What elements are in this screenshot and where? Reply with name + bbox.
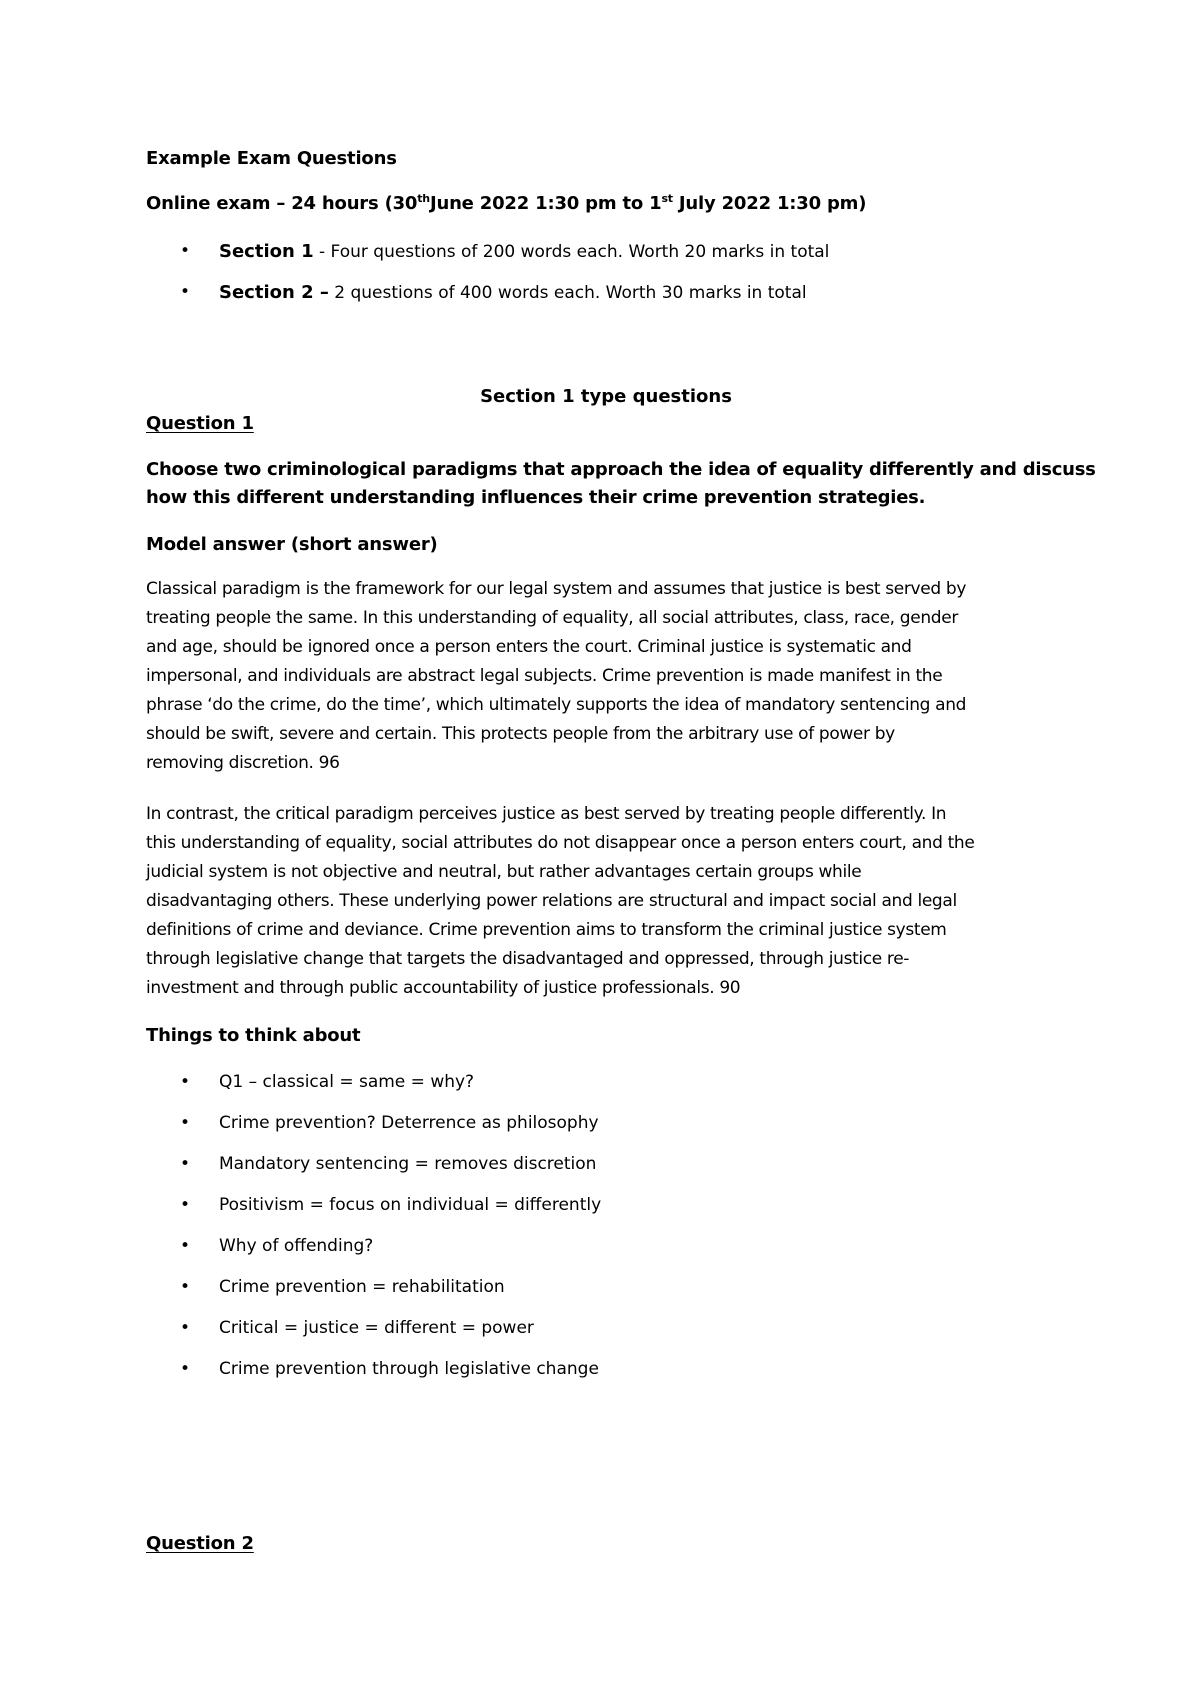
bullet-icon: • xyxy=(180,1277,191,1297)
paragraph-line: Classical paradigm is the framework for our legal system and assumes that justice is best served by xyxy=(146,579,967,599)
think-item-text: Crime prevention = rehabilitation xyxy=(219,1277,505,1297)
exam-info-suffix: July 2022 1:30 pm) xyxy=(672,193,867,214)
exam-info-mid: June 2022 1:30 pm to 1 xyxy=(429,193,662,214)
bullet-icon: • xyxy=(180,1072,191,1092)
exam-info-sup-st: st xyxy=(661,192,673,205)
paragraph-line: judicial system is not objective and neutral, but rather advantages certain groups while xyxy=(146,862,862,882)
exam-info-prefix: Online exam – 24 hours (30 xyxy=(146,193,418,214)
bullet-icon: • xyxy=(180,282,191,302)
paragraph-line: definitions of crime and deviance. Crime prevention aims to transform the criminal justice system xyxy=(146,920,947,940)
paragraph-line: investment and through public accountability of justice professionals. 90 xyxy=(146,978,741,998)
paragraph-line: removing discretion. 96 xyxy=(146,753,340,773)
think-item-text: Mandatory sentencing = removes discretion xyxy=(219,1154,597,1174)
bullet-icon: • xyxy=(180,1318,191,1338)
paragraph-line: should be swift, severe and certain. This protects people from the arbitrary use of power by xyxy=(146,724,895,744)
bullet-icon: • xyxy=(180,1195,191,1215)
exam-info-sup-th: th xyxy=(417,192,430,205)
paragraph-line: through legislative change that targets the disadvantaged and oppressed, through justice re- xyxy=(146,949,910,969)
prompt-line: Choose two criminological paradigms that approach the idea of equality differently and discuss xyxy=(146,459,1096,480)
paragraph-line: phrase ‘do the crime, do the time’, which ultimately supports the idea of mandatory sentencing and xyxy=(146,695,967,715)
think-item-text: Why of offending? xyxy=(219,1236,374,1256)
think-item-text: Crime prevention through legislative change xyxy=(219,1359,599,1379)
paragraph-line: and age, should be ignored once a person enters the court. Criminal justice is systematic and xyxy=(146,637,912,657)
think-item-text: Crime prevention? Deterrence as philosophy xyxy=(219,1113,599,1133)
paragraph-line: disadvantaging others. These underlying power relations are structural and impact social and legal xyxy=(146,891,957,911)
model-answer-heading: Model answer (short answer) xyxy=(146,534,438,555)
bullet-icon: • xyxy=(180,1113,191,1133)
section-1-label: Section 1 xyxy=(219,241,314,262)
paragraph-line: this understanding of equality, social attributes do not disappear once a person enters court, and the xyxy=(146,833,975,853)
section-2-text: 2 questions of 400 words each. Worth 30 marks in total xyxy=(328,283,807,303)
section-2-label: Section 2 – xyxy=(219,282,329,303)
question-2-label: Question 2 xyxy=(146,1533,254,1554)
question-1-prompt xyxy=(146,456,1096,512)
paragraph-line: In contrast, the critical paradigm perceives justice as best served by treating people differently. In xyxy=(146,804,947,824)
model-answer-paragraph-1 xyxy=(146,575,1066,778)
paragraph-line: impersonal, and individuals are abstract legal subjects. Crime prevention is made manifest in the xyxy=(146,666,943,686)
model-answer-paragraph-2 xyxy=(146,800,1066,1003)
bullet-icon: • xyxy=(180,1359,191,1379)
question-1-label: Question 1 xyxy=(146,413,254,434)
exam-info xyxy=(146,193,1066,214)
bullet-icon: • xyxy=(180,1154,191,1174)
section-1-text: - Four questions of 200 words each. Worth 20 marks in total xyxy=(313,242,830,262)
think-item-text: Critical = justice = different = power xyxy=(219,1318,534,1338)
prompt-line: how this different understanding influences their crime prevention strategies. xyxy=(146,487,926,508)
think-item-text: Q1 – classical = same = why? xyxy=(219,1072,475,1092)
section-heading: Section 1 type questions xyxy=(480,386,732,407)
paragraph-line: treating people the same. In this understanding of equality, all social attributes, class, race, gender xyxy=(146,608,958,628)
think-item-text: Positivism = focus on individual = differently xyxy=(219,1195,602,1215)
bullet-icon: • xyxy=(180,241,191,261)
things-to-think-heading: Things to think about xyxy=(146,1025,361,1046)
bullet-icon: • xyxy=(180,1236,191,1256)
document-title: Example Exam Questions xyxy=(146,148,397,169)
